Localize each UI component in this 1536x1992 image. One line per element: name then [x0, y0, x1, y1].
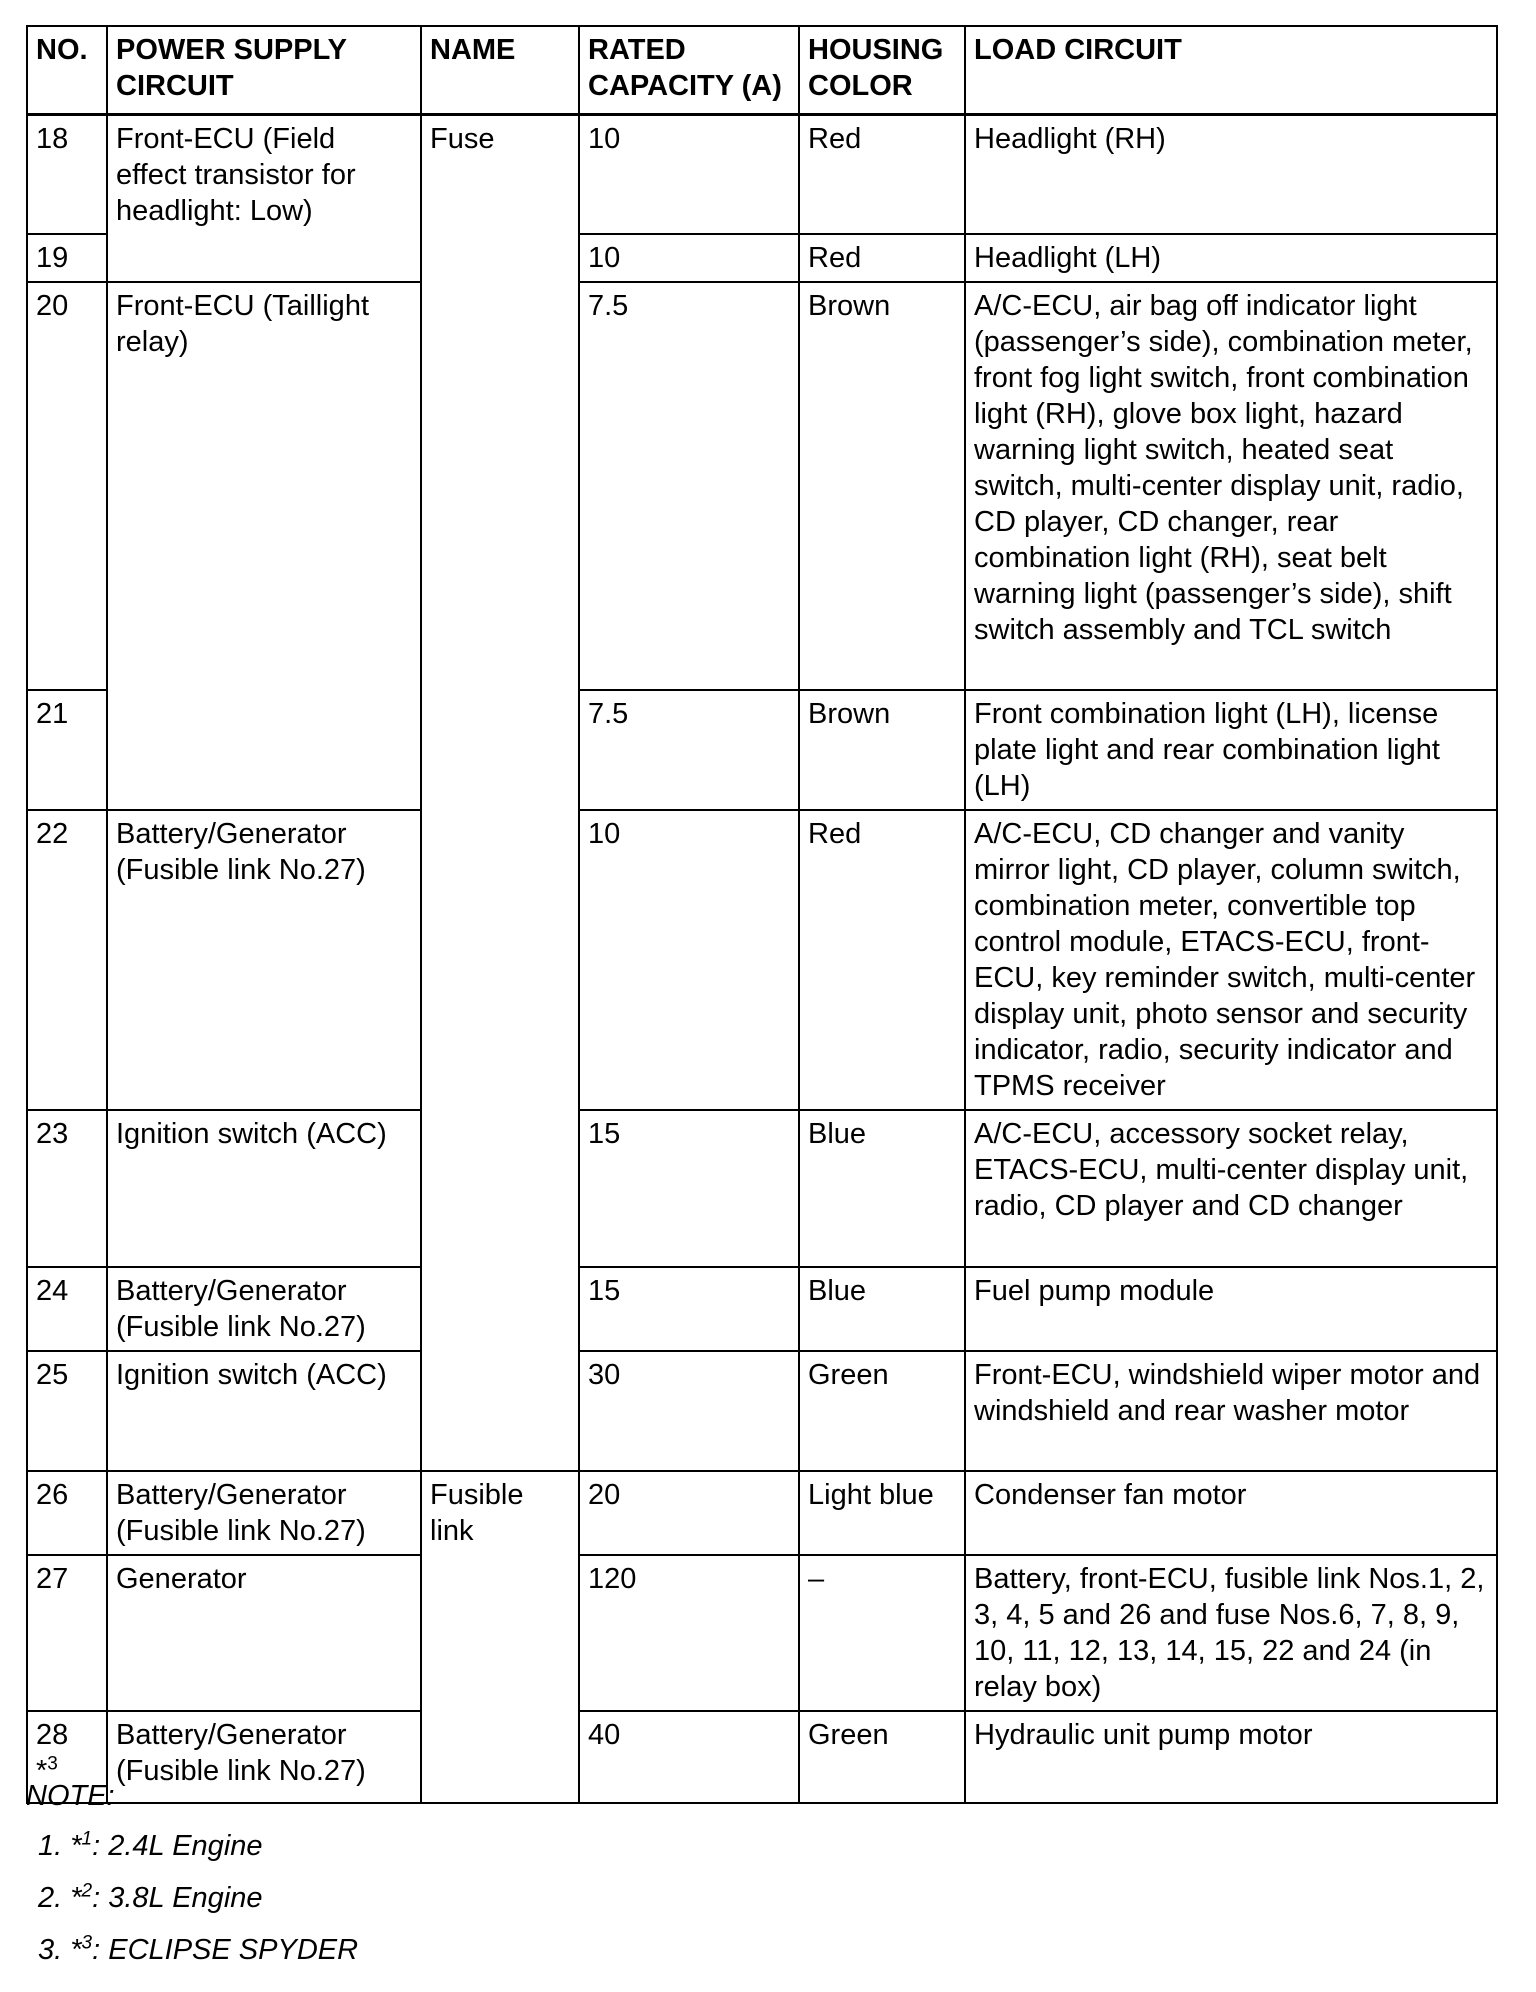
table-header-row: [27, 26, 1497, 114]
cell-load: A/C-ECU, accessory socket relay, ETACS-ECU, multi-center display unit, radio, CD player and CD changer: [965, 1110, 1497, 1267]
table-row: [27, 1471, 1497, 1555]
header-load-circuit: LOAD CIRCUIT: [965, 26, 1497, 114]
note-item: [38, 1932, 358, 1968]
cell-color: Blue: [799, 1110, 965, 1267]
cell-no: 24: [27, 1267, 107, 1351]
cell-capacity: 7.5: [579, 690, 799, 810]
cell-load: Front-ECU, windshield wiper motor and windshield and rear washer motor: [965, 1351, 1497, 1471]
cell-no: 25: [27, 1351, 107, 1471]
cell-no: 19: [27, 234, 107, 282]
cell-name: Fuse: [421, 114, 579, 1471]
cell-no: 18: [27, 114, 107, 234]
cell-load: Hydraulic unit pump motor: [965, 1711, 1497, 1803]
cell-power-supply: Battery/Generator (Fusible link No.27): [107, 1267, 421, 1351]
cell-color: Green: [799, 1711, 965, 1803]
cell-no: 26: [27, 1471, 107, 1555]
cell-color: –: [799, 1555, 965, 1711]
note-mark: *: [70, 1882, 82, 1914]
cell-capacity: 30: [579, 1351, 799, 1471]
cell-power-supply: Ignition switch (ACC): [107, 1110, 421, 1267]
footnote-mark: *: [36, 1755, 48, 1787]
note-number: 2.: [38, 1882, 63, 1914]
footnote-number: 3: [47, 1753, 58, 1775]
cell-load: A/C-ECU, CD changer and vanity mirror light, CD player, column switch, combination meter, convertible top control module, ETACS-ECU, front-ECU, key reminder switch, multi-center display unit, photo sensor and security indicator, radio, security indicator and TPMS receiver: [965, 810, 1497, 1110]
table-row: [27, 1555, 1497, 1711]
note-item: [38, 1880, 358, 1916]
cell-name: Fusible link: [421, 1471, 579, 1803]
table-row: [27, 810, 1497, 1110]
cell-color: Red: [799, 810, 965, 1110]
cell-power-supply: Generator: [107, 1555, 421, 1711]
note-text: : 3.8L Engine: [92, 1882, 263, 1914]
note-title: NOTE:: [26, 1780, 115, 1812]
cell-no: 21: [27, 690, 107, 810]
cell-color: Light blue: [799, 1471, 965, 1555]
cell-load: Battery, front-ECU, fusible link Nos.1, 2, 3, 4, 5 and 26 and fuse Nos.6, 7, 8, 9, 10, 11, 12, 13, 14, 15, 22 and 24 (in relay box): [965, 1555, 1497, 1711]
header-no: NO.: [27, 26, 107, 114]
note-section: [26, 1778, 358, 1984]
cell-capacity: 7.5: [579, 282, 799, 690]
note-text: : ECLIPSE SPYDER: [92, 1934, 359, 1966]
cell-load: Condenser fan motor: [965, 1471, 1497, 1555]
note-text: : 2.4L Engine: [92, 1830, 263, 1862]
cell-capacity: 120: [579, 1555, 799, 1711]
cell-load: Front combination light (LH), license plate light and rear combination light (LH): [965, 690, 1497, 810]
cell-capacity: 40: [579, 1711, 799, 1803]
cell-color: Red: [799, 114, 965, 234]
cell-capacity: 10: [579, 234, 799, 282]
cell-power-supply: Battery/Generator (Fusible link No.27): [107, 810, 421, 1110]
cell-power-supply: Ignition switch (ACC): [107, 1351, 421, 1471]
cell-color: Green: [799, 1351, 965, 1471]
table-row: [27, 282, 1497, 690]
header-housing-color: HOUSING COLOR: [799, 26, 965, 114]
header-name: NAME: [421, 26, 579, 114]
note-sup: 3: [81, 1932, 93, 1954]
note-number: 1.: [38, 1830, 63, 1862]
note-number: 3.: [38, 1934, 63, 1966]
cell-capacity: 10: [579, 114, 799, 234]
header-power-supply-circuit: POWER SUPPLY CIRCUIT: [107, 26, 421, 114]
note-item: [38, 1828, 358, 1864]
cell-load: Fuel pump module: [965, 1267, 1497, 1351]
note-mark: *: [70, 1830, 82, 1862]
cell-capacity: 15: [579, 1110, 799, 1267]
cell-load: Headlight (LH): [965, 234, 1497, 282]
table-row: [27, 1351, 1497, 1471]
cell-no: 20: [27, 282, 107, 690]
note-sup: 2: [81, 1880, 93, 1902]
cell-no: 23: [27, 1110, 107, 1267]
cell-capacity: 20: [579, 1471, 799, 1555]
cell-color: Red: [799, 234, 965, 282]
fuse-table: [26, 25, 1498, 1804]
cell-no: 27: [27, 1555, 107, 1711]
cell-load: Headlight (RH): [965, 114, 1497, 234]
cell-power-supply: Front-ECU (Taillight relay): [107, 282, 421, 810]
cell-capacity: 15: [579, 1267, 799, 1351]
cell-color: Brown: [799, 690, 965, 810]
cell-color: Blue: [799, 1267, 965, 1351]
row-number: 28: [36, 1719, 69, 1751]
note-sup: 1: [81, 1828, 93, 1850]
cell-color: Brown: [799, 282, 965, 690]
header-rated-capacity: RATED CAPACITY (A): [579, 26, 799, 114]
table-row: [27, 1110, 1497, 1267]
cell-power-supply: Battery/Generator (Fusible link No.27): [107, 1711, 421, 1803]
cell-power-supply: Battery/Generator (Fusible link No.27): [107, 1471, 421, 1555]
note-mark: *: [70, 1934, 82, 1966]
cell-load: A/C-ECU, air bag off indicator light (passenger’s side), combination meter, front fog light switch, front combination light (RH), glove box light, hazard warning light switch, heated seat switch, multi-center display unit, radio, CD player, CD changer, rear combination light (RH), seat belt warning light (passenger’s side), shift switch assembly and TCL switch: [965, 282, 1497, 690]
cell-power-supply: Front-ECU (Field effect transistor for headlight: Low): [107, 114, 421, 282]
table-row: [27, 1267, 1497, 1351]
cell-no: 22: [27, 810, 107, 1110]
table-row: [27, 114, 1497, 234]
cell-capacity: 10: [579, 810, 799, 1110]
